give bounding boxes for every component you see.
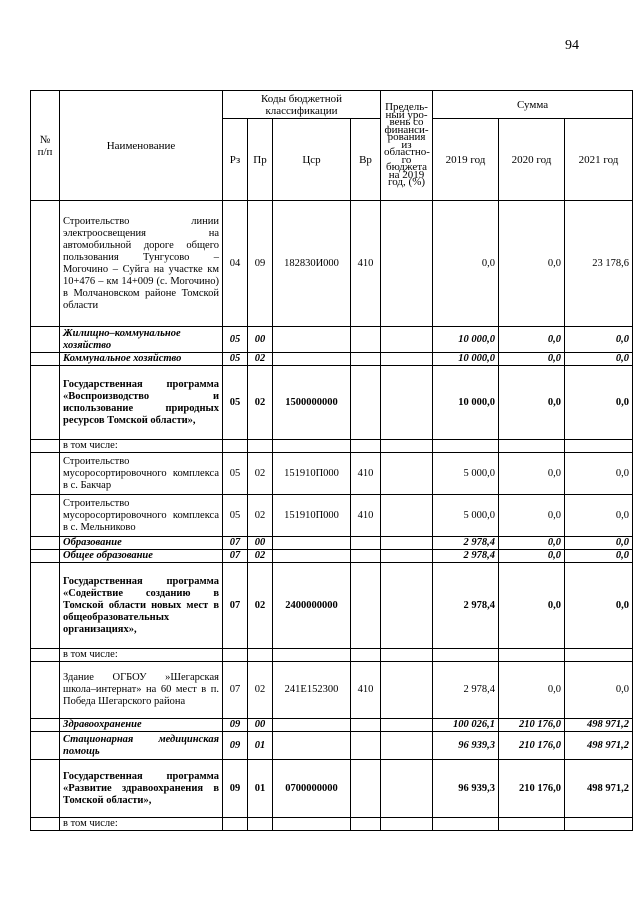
cell-2020: 0,0 <box>499 353 565 366</box>
cell-csr <box>273 719 351 732</box>
cell-2020: 210 176,0 <box>499 760 565 818</box>
cell-csr <box>273 327 351 353</box>
cell-csr <box>273 537 351 550</box>
cell-2021: 498 971,2 <box>565 732 633 760</box>
cell-name: Государственная программа «Воспроизводство и использование природных ресурсов Томской области», <box>60 366 223 440</box>
cell-2021: 498 971,2 <box>565 719 633 732</box>
cell-rz: 05 <box>223 366 248 440</box>
header-2019: 2019 год <box>433 119 499 201</box>
cell-vr <box>351 550 381 563</box>
table-row <box>31 649 633 662</box>
cell-2020: 0,0 <box>499 366 565 440</box>
header-2021: 2021 год <box>565 119 633 201</box>
cell-limit <box>381 719 433 732</box>
cell-limit <box>381 563 433 649</box>
cell-num <box>31 719 60 732</box>
table-row <box>31 662 633 719</box>
cell-2020 <box>499 649 565 662</box>
cell-num <box>31 453 60 495</box>
cell-rz: 07 <box>223 537 248 550</box>
header-csr: Цср <box>273 119 351 201</box>
cell-pr: 02 <box>248 662 273 719</box>
cell-2019: 2 978,4 <box>433 537 499 550</box>
cell-2021: 0,0 <box>565 353 633 366</box>
cell-num <box>31 537 60 550</box>
cell-2020: 0,0 <box>499 453 565 495</box>
cell-num <box>31 649 60 662</box>
cell-csr: 151910П000 <box>273 495 351 537</box>
cell-vr <box>351 818 381 831</box>
cell-pr: 01 <box>248 760 273 818</box>
cell-2021: 498 971,2 <box>565 760 633 818</box>
header-rz: Рз <box>223 119 248 201</box>
cell-vr <box>351 366 381 440</box>
cell-2021 <box>565 440 633 453</box>
header-2020: 2020 год <box>499 119 565 201</box>
cell-name: Коммунальное хозяйство <box>60 353 223 366</box>
cell-name: Государственная программа «Развитие здравоохранения в Томской области», <box>60 760 223 818</box>
table-row <box>31 550 633 563</box>
cell-limit <box>381 453 433 495</box>
cell-2021: 0,0 <box>565 662 633 719</box>
cell-pr: 02 <box>248 495 273 537</box>
cell-rz: 07 <box>223 550 248 563</box>
cell-2021: 0,0 <box>565 550 633 563</box>
cell-2019: 96 939,3 <box>433 760 499 818</box>
cell-limit <box>381 495 433 537</box>
cell-limit <box>381 760 433 818</box>
cell-vr <box>351 327 381 353</box>
cell-vr <box>351 649 381 662</box>
cell-vr <box>351 760 381 818</box>
cell-vr <box>351 732 381 760</box>
cell-limit <box>381 440 433 453</box>
header-pr: Пр <box>248 119 273 201</box>
table-row <box>31 327 633 353</box>
cell-num <box>31 563 60 649</box>
header-codes: Коды бюджетной классификации <box>223 91 381 119</box>
table-row <box>31 366 633 440</box>
cell-2019: 100 026,1 <box>433 719 499 732</box>
header-name: Наименование <box>60 91 223 201</box>
table-row <box>31 495 633 537</box>
cell-pr: 02 <box>248 550 273 563</box>
cell-2020: 0,0 <box>499 537 565 550</box>
cell-pr: 02 <box>248 366 273 440</box>
table-row <box>31 201 633 327</box>
cell-limit <box>381 201 433 327</box>
cell-vr: 410 <box>351 495 381 537</box>
cell-csr <box>273 550 351 563</box>
cell-csr: 182830И000 <box>273 201 351 327</box>
cell-2019: 10 000,0 <box>433 327 499 353</box>
cell-limit <box>381 818 433 831</box>
cell-rz: 09 <box>223 760 248 818</box>
cell-2021: 0,0 <box>565 366 633 440</box>
cell-2020: 0,0 <box>499 550 565 563</box>
cell-csr <box>273 732 351 760</box>
cell-name: Общее образование <box>60 550 223 563</box>
cell-2020: 0,0 <box>499 201 565 327</box>
cell-2020: 210 176,0 <box>499 732 565 760</box>
cell-num <box>31 662 60 719</box>
cell-vr: 410 <box>351 662 381 719</box>
cell-rz: 05 <box>223 495 248 537</box>
cell-2021 <box>565 649 633 662</box>
cell-name: Образование <box>60 537 223 550</box>
cell-2019 <box>433 440 499 453</box>
cell-num <box>31 760 60 818</box>
cell-pr: 00 <box>248 327 273 353</box>
table-row <box>31 353 633 366</box>
cell-limit <box>381 537 433 550</box>
cell-rz <box>223 649 248 662</box>
cell-num <box>31 550 60 563</box>
cell-name: Строительство линии электроосвещения на автомобильной дороге общего пользования Тунгусово – Могочино – Суйга на участке км 10+476 – км 14+009 (с. Могочино) в Молчановском районе Томской области <box>60 201 223 327</box>
cell-num <box>31 440 60 453</box>
budget-table <box>30 90 633 831</box>
cell-rz <box>223 818 248 831</box>
cell-num <box>31 353 60 366</box>
cell-2021: 23 178,6 <box>565 201 633 327</box>
cell-csr <box>273 440 351 453</box>
cell-2021: 0,0 <box>565 563 633 649</box>
cell-name: в том числе: <box>60 440 223 453</box>
cell-csr: 0700000000 <box>273 760 351 818</box>
cell-2020 <box>499 440 565 453</box>
cell-2021: 0,0 <box>565 537 633 550</box>
cell-2019: 5 000,0 <box>433 453 499 495</box>
cell-2019: 2 978,4 <box>433 563 499 649</box>
cell-name: Строительство мусоросортировочного комплекса в с. Мельниково <box>60 495 223 537</box>
cell-2019: 2 978,4 <box>433 550 499 563</box>
header-sum: Сумма <box>433 91 633 119</box>
cell-2019: 10 000,0 <box>433 353 499 366</box>
header-vr: Вр <box>351 119 381 201</box>
cell-pr: 02 <box>248 563 273 649</box>
cell-2019: 0,0 <box>433 201 499 327</box>
header-limit: Предель-ный уро-вень со финанси-рования из областно-го бюджета на 2019 год, (%) <box>381 91 433 201</box>
cell-pr: 09 <box>248 201 273 327</box>
cell-pr: 01 <box>248 732 273 760</box>
cell-limit <box>381 550 433 563</box>
cell-csr: 241Е152300 <box>273 662 351 719</box>
cell-name: Жилищно–коммунальное хозяйство <box>60 327 223 353</box>
cell-pr <box>248 818 273 831</box>
cell-vr <box>351 440 381 453</box>
table-row <box>31 453 633 495</box>
cell-2020: 210 176,0 <box>499 719 565 732</box>
cell-num <box>31 732 60 760</box>
cell-csr <box>273 818 351 831</box>
cell-2019: 2 978,4 <box>433 662 499 719</box>
table-row <box>31 440 633 453</box>
cell-2021: 0,0 <box>565 327 633 353</box>
cell-num <box>31 818 60 831</box>
cell-2021: 0,0 <box>565 495 633 537</box>
cell-pr: 00 <box>248 537 273 550</box>
cell-num <box>31 495 60 537</box>
cell-limit <box>381 662 433 719</box>
cell-2019: 5 000,0 <box>433 495 499 537</box>
cell-2021: 0,0 <box>565 453 633 495</box>
page-number: 94 <box>565 38 579 53</box>
cell-csr: 151910П000 <box>273 453 351 495</box>
cell-2020: 0,0 <box>499 327 565 353</box>
cell-rz <box>223 440 248 453</box>
table-row <box>31 719 633 732</box>
cell-2019: 10 000,0 <box>433 366 499 440</box>
cell-pr: 02 <box>248 453 273 495</box>
cell-csr: 1500000000 <box>273 366 351 440</box>
cell-name: в том числе: <box>60 649 223 662</box>
cell-2019 <box>433 649 499 662</box>
cell-vr: 410 <box>351 201 381 327</box>
cell-2019: 96 939,3 <box>433 732 499 760</box>
cell-name: Строительство мусоросортировочного комплекса в с. Бакчар <box>60 453 223 495</box>
table-row <box>31 732 633 760</box>
cell-limit <box>381 327 433 353</box>
cell-name: Здание ОГБОУ »Шегарская школа–интернат» на 60 мест в п. Победа Шегарского района <box>60 662 223 719</box>
cell-limit <box>381 366 433 440</box>
cell-vr: 410 <box>351 453 381 495</box>
cell-vr <box>351 719 381 732</box>
cell-name: Стационарная медицинская помощь <box>60 732 223 760</box>
cell-rz: 05 <box>223 353 248 366</box>
cell-pr: 02 <box>248 353 273 366</box>
cell-rz: 05 <box>223 327 248 353</box>
cell-limit <box>381 649 433 662</box>
table-row <box>31 818 633 831</box>
cell-2020: 0,0 <box>499 563 565 649</box>
cell-limit <box>381 353 433 366</box>
table-row <box>31 760 633 818</box>
cell-name: Государственная программа «Содействие созданию в Томской области новых мест в общеобразовательных организациях», <box>60 563 223 649</box>
cell-pr <box>248 649 273 662</box>
cell-rz: 09 <box>223 732 248 760</box>
cell-rz: 05 <box>223 453 248 495</box>
cell-2020 <box>499 818 565 831</box>
table-body <box>31 201 633 831</box>
cell-vr <box>351 563 381 649</box>
cell-2020: 0,0 <box>499 662 565 719</box>
cell-rz: 07 <box>223 662 248 719</box>
cell-csr <box>273 649 351 662</box>
cell-2020: 0,0 <box>499 495 565 537</box>
cell-vr <box>351 353 381 366</box>
cell-csr: 2400000000 <box>273 563 351 649</box>
table-row <box>31 563 633 649</box>
cell-rz: 07 <box>223 563 248 649</box>
cell-name: Здравоохранение <box>60 719 223 732</box>
cell-rz: 09 <box>223 719 248 732</box>
header-num: № п/п <box>31 91 60 201</box>
cell-rz: 04 <box>223 201 248 327</box>
cell-limit <box>381 732 433 760</box>
cell-2021 <box>565 818 633 831</box>
cell-vr <box>351 537 381 550</box>
cell-num <box>31 366 60 440</box>
cell-num <box>31 327 60 353</box>
cell-name: в том числе: <box>60 818 223 831</box>
table-row <box>31 537 633 550</box>
cell-pr <box>248 440 273 453</box>
cell-pr: 00 <box>248 719 273 732</box>
cell-csr <box>273 353 351 366</box>
cell-num <box>31 201 60 327</box>
cell-2019 <box>433 818 499 831</box>
